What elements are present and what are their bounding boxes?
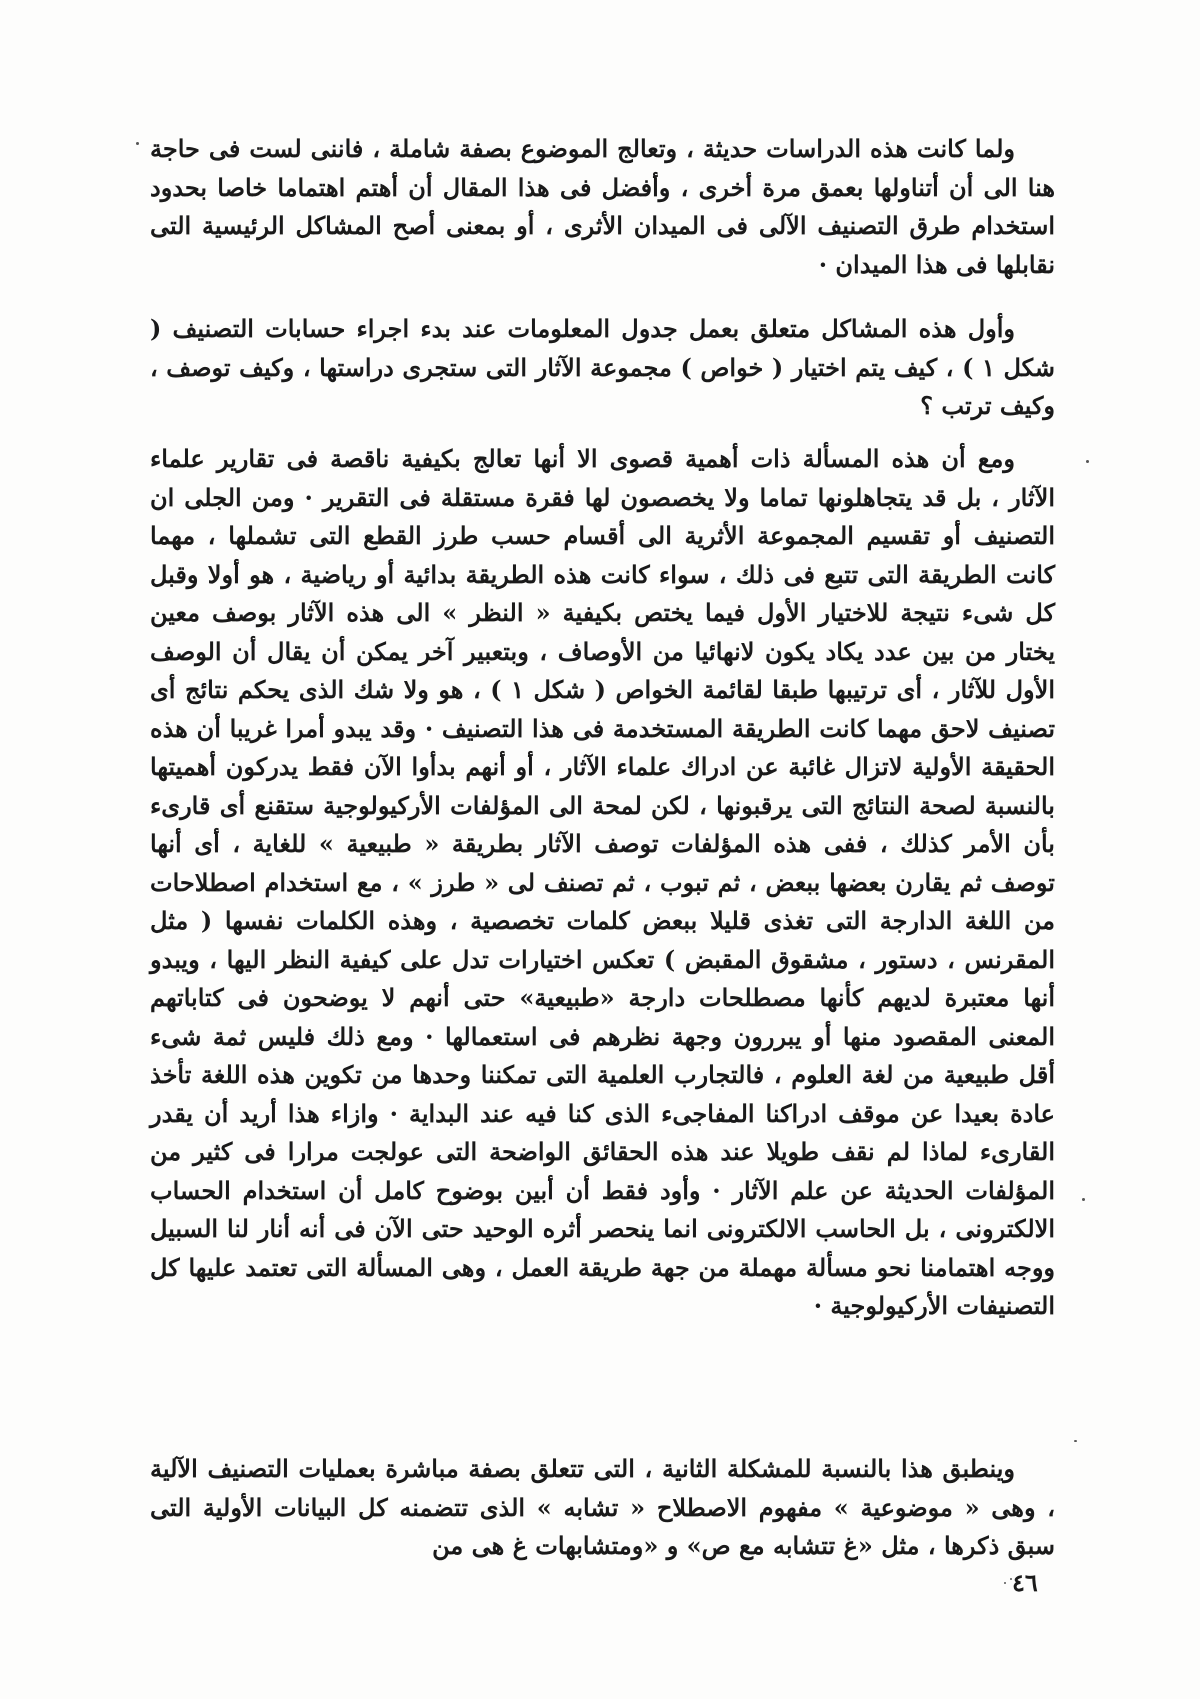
paragraph-4 [150,1450,1055,1566]
paragraph-1 [150,130,1055,284]
paragraph-text: وينطبق هذا بالنسبة للمشكلة الثانية ، التى تتعلق بصفة مباشرة بعمليات التصنيف الآلية ، وهى « موضوعية » مفهوم الاصطلاح « تشابه » الذى تتضمنه كل البيانات الأولية التى سبق ذكرها ، مثل «غ تتشابه مع ص» و «ومتشابهات غ هى من [150,1454,1055,1560]
scan-speck [1086,460,1089,463]
paragraph-3 [150,440,1055,1326]
scan-speck [1082,1198,1085,1201]
scan-speck [1010,1578,1012,1580]
paragraph-2 [150,310,1055,426]
paragraph-text: ولما كانت هذه الدراسات حديثة ، وتعالج الموضوع بصفة شاملة ، فاننى لست فى حاجة هنا الى أن أتناولها بعمق مرة أخرى ، وأفضل فى هذا المقال أن أهتم اهتماما خاصا بحدود استخدام طرق التصنيف الآلى فى الميدان الأثرى ، أو بمعنى أصح المشاكل الرئيسية التى نقابلها فى هذا الميدان · [150,134,1055,279]
scan-speck [1074,1440,1077,1442]
scan-speck [1004,1582,1006,1584]
scan-speck [136,142,139,145]
paragraph-text: ومع أن هذه المسألة ذات أهمية قصوى الا أنها تعالج بكيفية ناقصة فى تقارير علماء الآثار ، بل قد يتجاهلونها تماما ولا يخصصون لها فقرة مستقلة فى التقرير · ومن الجلى ان التصنيف أو تقسيم المجموعة الأثرية الى أقسام حسب طرز القطع التى تشملها ، مهما كانت الطريقة التى تتبع فى ذلك ، سواء كانت هذه الطريقة بدائية أو رياضية ، هو أولا وقبل كل شىء نتيجة للاختيار الأول فيما يختص بكيفية « النظر » الى هذه الآثار بوصف معين يختار من بين عدد يكاد يكون لانهائيا من الأوصاف ، وبتعبير آخر يمكن أن يقال أن الوصف الأول للآثار ، أى ترتيبها طبقا لقائمة الخواص ( شكل ١ ) ، هو ولا شك الذى يحكم نتائج أى تصنيف لاحق مهما كانت الطريقة المستخدمة فى هذا التصنيف · وقد يبدو أمرا غريبا أن هذه الحقيقة الأولية لاتزال غائبة عن ادراك علماء الآثار ، أو أنهم بدأوا الآن فقط يدركون أهميتها بالنسبة لصحة النتائج التى يرقبونها ، لكن لمحة الى المؤلفات الأركيولوجية ستقنع أى قارىء بأن الأمر كذلك ، ففى هذه المؤلفات توصف الآثار بطريقة « طبيعية » للغاية ، أى أنها توصف ثم يقارن بعضها ببعض ، ثم تبوب ، ثم تصنف لى « طرز » ، مع استخدام اصطلاحات من اللغة الدارجة التى تغذى قليلا ببعض كلمات تخصصية ، وهذه الكلمات نفسها ( مثل المقرنس ، دستور ، مشقوق المقبض ) تعكس اختيارات تدل على كيفية النظر اليها ، ويبدو أنها معتبرة لديهم كأنها مصطلحات دارجة «طبيعية» حتى أنهم لا يوضحون فى كتاباتهم المعنى المقصود منها أو يبررون وجهة نظرهم فى استعمالها · ومع ذلك فليس ثمة شىء أقل طبيعية من لغة العلوم ، فالتجارب العلمية التى تمكننا وحدها من تكوين هذه اللغة تأخذ عادة بعيدا عن موقف ادراكنا المفاجىء الذى كنا فيه عند البداية · وازاء هذا أريد أن يقدر القارىء لماذا لم نقف طويلا عند هذه الحقائق الواضحة التى عولجت مرارا فى كثير من المؤلفات الحديثة عن علم الآثار · وأود فقط أن أبين بوضوح كامل أن استخدام الحساب الالكترونى ، بل الحاسب الالكترونى انما ينحصر أثره الوحيد حتى الآن فى أنه أنار لنا السبيل ووجه اهتمامنا نحو مسألة مهملة من جهة طريقة العمل ، وهى المسألة التى تعتمد عليها كل التصنيفات الأركيولوجية · [150,444,1056,1320]
paragraph-text: وأول هذه المشاكل متعلق بعمل جدول المعلومات عند بدء اجراء حسابات التصنيف ( شكل ١ ) ، كيف يتم اختيار ( خواص ) مجموعة الآثار التى ستجرى دراستها ، وكيف توصف ، وكيف ترتب ؟ [150,314,1055,420]
page-number: ٤٦ [1012,1568,1038,1597]
